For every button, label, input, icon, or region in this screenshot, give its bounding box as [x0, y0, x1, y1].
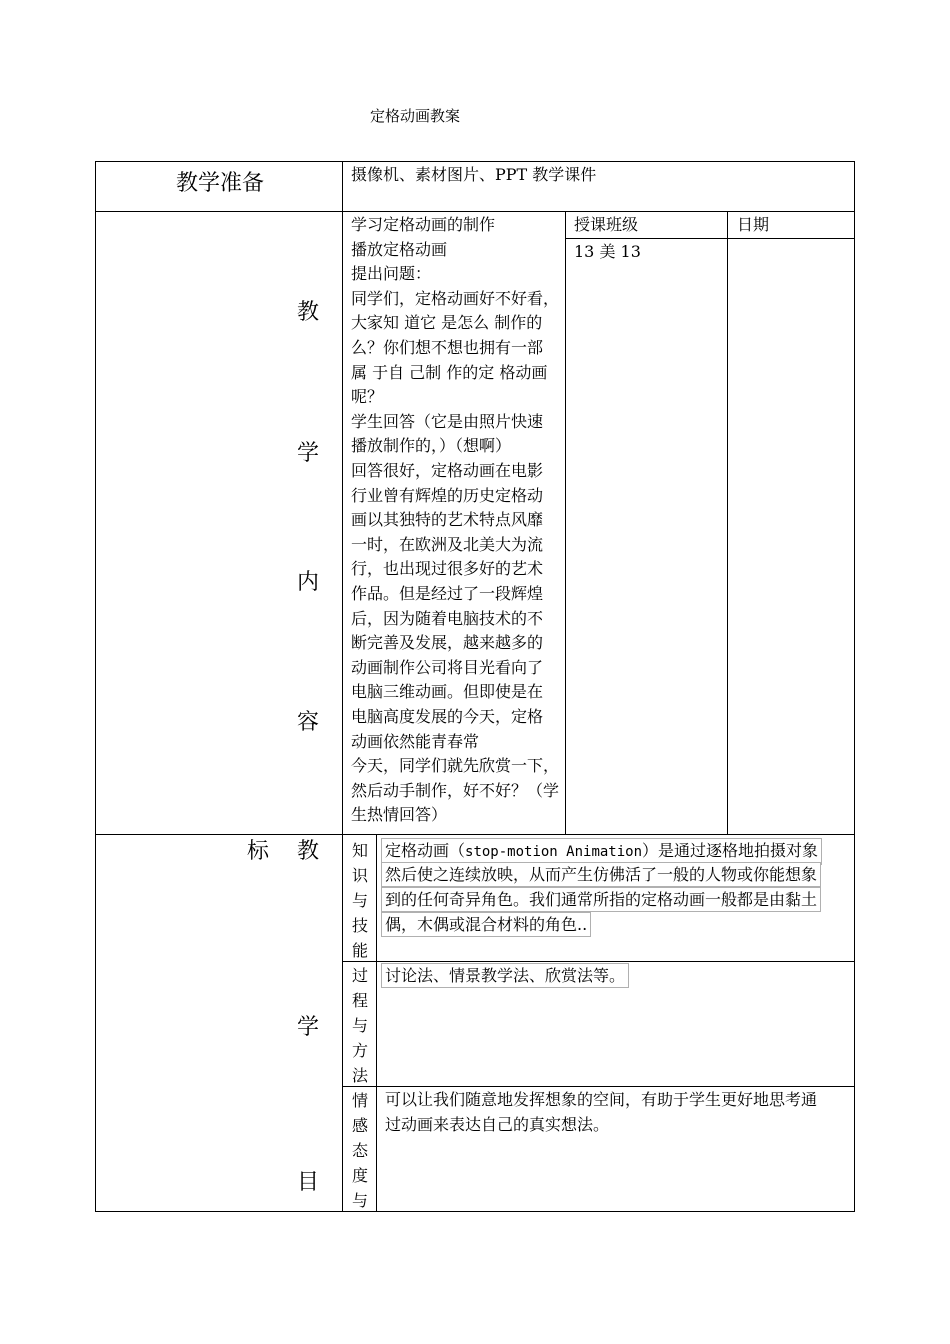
- emotion-line: 过动画来表达自己的真实想法。: [385, 1115, 610, 1134]
- rule-date-left: [727, 211, 728, 835]
- content-line: 提出问题：: [351, 264, 432, 284]
- content-label-char: 内: [297, 570, 320, 595]
- process-text: 讨论法、情景教学法、欣赏法等。: [381, 963, 629, 988]
- emotion-label: [351, 1088, 369, 1213]
- knowledge-label-char: 能: [351, 941, 368, 960]
- emotion-label-char: 情: [351, 1091, 368, 1110]
- class-header: 授课班级: [574, 215, 639, 234]
- goals-label-char: 学: [297, 1015, 320, 1040]
- emotion-label-char: 感: [351, 1116, 368, 1135]
- goals-label-char: 目: [297, 1170, 320, 1195]
- content-line: 电脑高度发展的今天，定格: [351, 707, 544, 726]
- content-line: 然后动手制作，好不好？（学: [351, 780, 560, 800]
- knowledge-label-char: 识: [351, 866, 368, 885]
- goals-label-left: 标: [247, 839, 270, 864]
- rule-process-bottom: [343, 1086, 855, 1087]
- goals-label-char: 教: [297, 839, 320, 864]
- rule-class-left: [565, 211, 566, 835]
- document-title: 定格动画教案: [370, 107, 461, 125]
- content-line: 行业曾有辉煌的历史定格动: [351, 485, 544, 505]
- prep-value: 摄像机、素材图片、PPT 教学课件: [351, 165, 597, 184]
- knowledge-line-text: 偶，木偶或混合材料的角色.: [385, 915, 583, 934]
- process-label-char: 程: [351, 991, 368, 1010]
- content-line: 行，也出现过很多好的艺术: [351, 559, 544, 579]
- knowledge-label: [351, 838, 369, 963]
- knowledge-line: [381, 838, 822, 865]
- content-line: 动画制作公司将目光看向了: [351, 657, 544, 677]
- knowledge-label-char: 知: [351, 841, 368, 860]
- content-line: 电脑三维动画。但即使是在: [351, 682, 544, 702]
- class-value: 13 美 13: [574, 242, 641, 261]
- process-label: [351, 963, 369, 1088]
- knowledge-line: [381, 862, 821, 887]
- knowledge-label-char: 与: [351, 891, 368, 910]
- content-line: 学生回答（它是由照片快速: [351, 411, 544, 431]
- content-line: 呢？: [351, 387, 384, 407]
- content-line: 大家知 道它 是怎么 制作的: [351, 313, 543, 333]
- process-label-char: 方: [351, 1041, 368, 1060]
- content-line: 同学们，定格动画好不好看，: [351, 288, 560, 308]
- rule-knowledge-bottom: [343, 961, 855, 962]
- knowledge-line-text: 到的任何奇异角色。我们通常所指的定格动画一般都是由黏土: [385, 890, 818, 909]
- knowledge-line-text: 定格动画（: [385, 841, 466, 860]
- process-label-char: 法: [351, 1066, 368, 1085]
- prep-label: 教学准备: [176, 171, 265, 196]
- rule-class-header: [566, 238, 855, 239]
- knowledge-line: [381, 887, 821, 912]
- content-line: 么？你们想不想也拥有一部: [351, 338, 544, 357]
- process-label-char: 与: [351, 1016, 368, 1035]
- knowledge-line-text: 然后使之连续放映，从而产生仿佛活了一般的人物或你能想象: [385, 865, 818, 884]
- emotion-label-char: 态: [351, 1141, 368, 1160]
- content-line: 动画依然能青春常: [351, 731, 480, 751]
- process-label-char: 过: [351, 966, 368, 985]
- rule-prep-bottom: [95, 211, 855, 212]
- content-label-char: 学: [297, 441, 320, 466]
- rule-content-bottom: [95, 834, 855, 835]
- content-line: 播放制作的，）（想啊）: [351, 436, 512, 456]
- content-line: 生热情回答）: [351, 805, 448, 825]
- content-line: 后，因为随着电脑技术的不: [351, 608, 544, 628]
- content-line: 今天，同学们就先欣赏一下，: [351, 756, 560, 776]
- date-header: 日期: [737, 215, 770, 234]
- content-line: 回答很好，定格动画在电影: [351, 461, 544, 480]
- knowledge-line-latin: stop-motion Animation: [465, 844, 643, 860]
- knowledge-line: [381, 912, 591, 937]
- rule-main-left: [342, 161, 343, 1212]
- knowledge-line-text: ）是通过逐格地拍摄对象: [642, 841, 819, 860]
- content-line: 属 于自 己制 作的定 格动画: [351, 362, 548, 382]
- content-line: 断完善及发展，越来越多的: [351, 633, 544, 653]
- emotion-label-char: 度: [351, 1166, 368, 1185]
- content-line: 作品。但是经过了一段辉煌: [351, 584, 544, 603]
- knowledge-line-latin: .: [582, 915, 588, 934]
- content-line: 画以其独特的艺术特点风靡: [351, 510, 544, 530]
- content-label-char: 容: [297, 710, 320, 735]
- content-line: 播放定格动画: [351, 239, 448, 259]
- emotion-label-char: 与: [351, 1191, 368, 1210]
- knowledge-label-char: 技: [351, 916, 368, 935]
- emotion-line: 可以让我们随意地发挥想象的空间，有助于学生更好地思考通: [385, 1090, 818, 1109]
- content-line: 学习定格动画的制作: [351, 215, 496, 234]
- rule-sublabel-right: [376, 834, 377, 1212]
- content-label-char: 教: [297, 300, 320, 325]
- content-line: 一时，在欧洲及北美大为流: [351, 534, 544, 554]
